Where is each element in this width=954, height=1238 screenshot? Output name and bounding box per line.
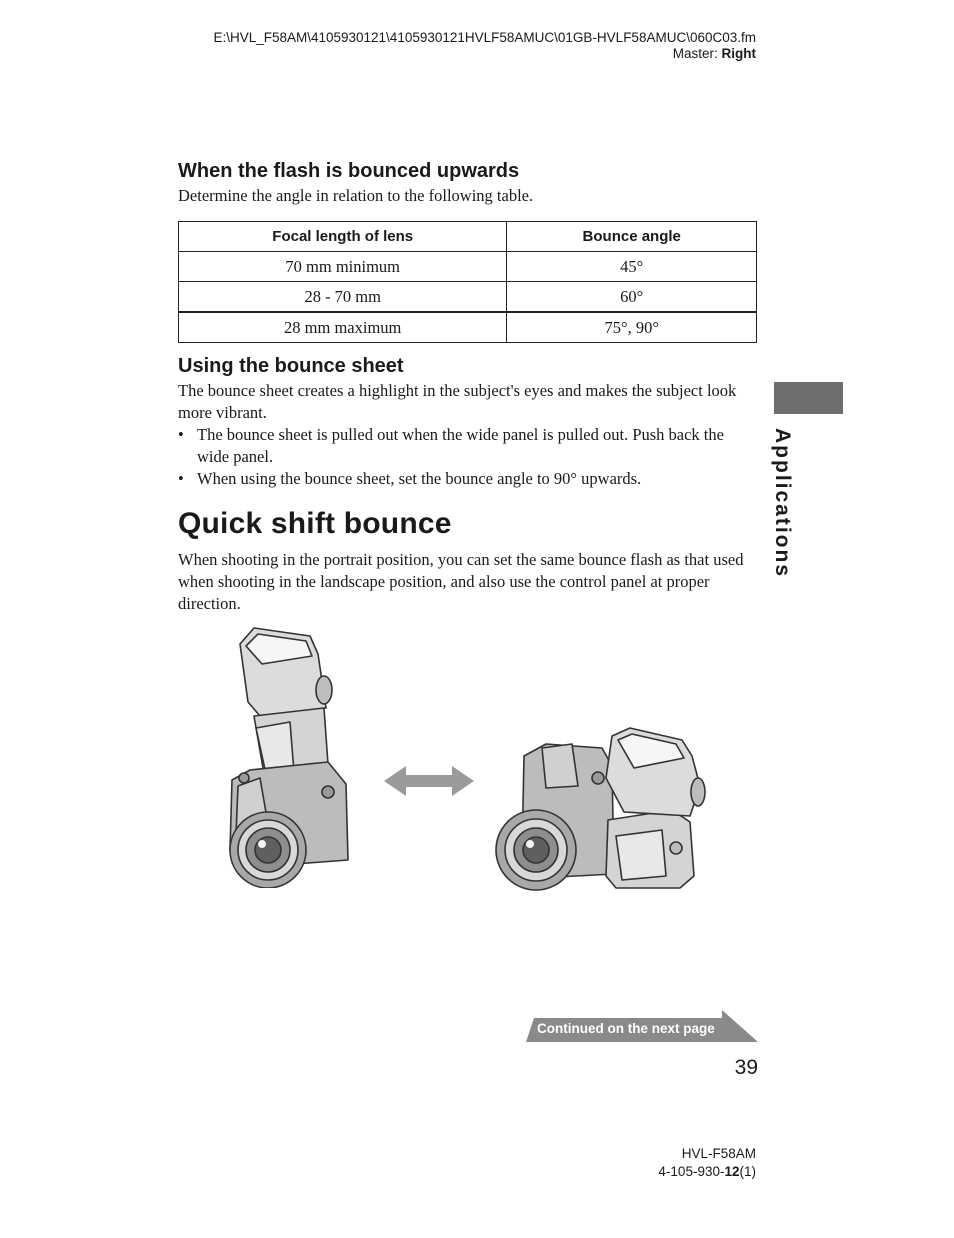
table-cell: 60° <box>507 282 757 313</box>
list-item: • The bounce sheet is pulled out when the wide panel is pulled out. Push back the wide panel. <box>178 424 758 468</box>
table-cell: 75°, 90° <box>507 312 757 343</box>
table-row <box>179 282 757 313</box>
part-number <box>658 1164 756 1179</box>
table-cell: 28 mm maximum <box>179 312 507 343</box>
page-number: 39 <box>734 1056 758 1079</box>
table-row <box>179 312 757 343</box>
part-number-prefix: 4-105-930- <box>658 1164 725 1179</box>
continued-label: Continued on the next page <box>537 1021 715 1036</box>
model-name: HVL-F58AM <box>681 1146 756 1161</box>
table-cell: 70 mm minimum <box>179 252 507 282</box>
bounced-upwards-heading: When the flash is bounced upwards <box>178 160 520 182</box>
table-header-row <box>179 222 757 252</box>
quick-shift-title: Quick shift bounce <box>178 507 452 540</box>
table-header-focal-length: Focal length of lens <box>179 222 507 252</box>
bounce-sheet-intro: The bounce sheet creates a highlight in the subject's eyes and makes the subject look more vibrant. <box>178 381 737 422</box>
master-value: Right <box>721 46 756 61</box>
side-tab-label: Applications <box>771 428 794 579</box>
bounce-sheet-bullets <box>178 424 758 490</box>
table-cell: 45° <box>507 252 757 282</box>
side-tab-marker <box>774 382 843 414</box>
master-line <box>673 46 756 62</box>
bounce-sheet-heading: Using the bounce sheet <box>178 355 404 377</box>
table-header-bounce-angle: Bounce angle <box>507 222 757 252</box>
quick-shift-body: When shooting in the portrait position, you can set the same bounce flash as that used when shooting in the landscape position, and also use the control panel at proper direction. <box>178 550 744 613</box>
file-path: E:\HVL_F58AM\4105930121\4105930121HVLF58AMUC\01GB-HVLF58AMUC\060C03.fm <box>213 30 756 45</box>
bounce-angle-table <box>178 221 757 343</box>
master-label: Master: <box>672 46 718 61</box>
table-cell: 28 - 70 mm <box>179 282 507 313</box>
table-row <box>179 252 757 282</box>
part-number-suffix: (1) <box>739 1164 756 1179</box>
bounced-upwards-intro: Determine the angle in relation to the following table. <box>178 186 534 205</box>
part-number-bold: 12 <box>724 1164 740 1179</box>
double-arrow-icon <box>384 764 474 798</box>
list-item: • When using the bounce sheet, set the bounce angle to 90° upwards. <box>178 468 758 490</box>
camera-portrait-illustration <box>494 726 708 892</box>
camera-landscape-illustration <box>224 624 356 888</box>
